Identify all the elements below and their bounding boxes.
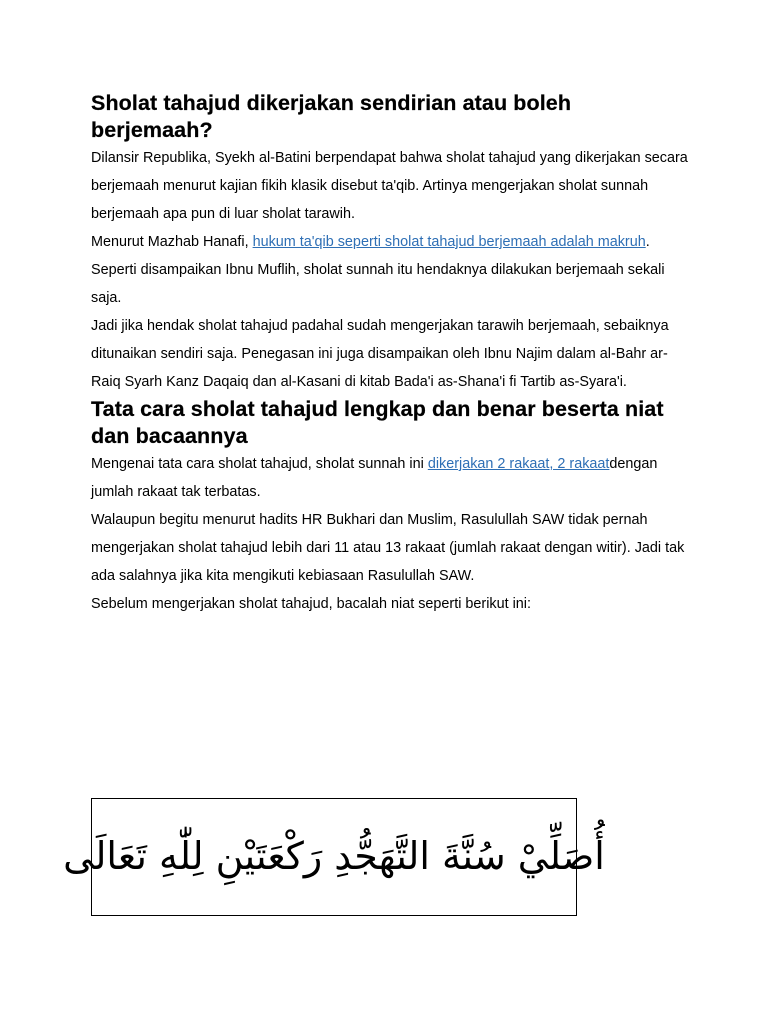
- paragraph-text: Menurut Mazhab Hanafi,: [91, 234, 253, 250]
- paragraph-text: . Seperti disampaikan Ibnu Muflih, sholat sunnah itu hendaknya dilakukan berjemaah sekali saja.: [91, 234, 665, 306]
- paragraph-text: Mengenai tata cara sholat tahajud, sholat sunnah ini: [91, 456, 428, 472]
- article-body: [91, 90, 691, 618]
- section-heading-tata-cara: Tata cara sholat tahajud lengkap dan benar beserta niat dan bacaannya: [91, 397, 664, 448]
- makruh-link[interactable]: hukum ta'qib seperti sholat tahajud berjemaah adalah makruh: [252, 234, 646, 250]
- paragraph-niat-intro: Sebelum mengerjakan sholat tahajud, bacalah niat seperti berikut ini:: [91, 596, 531, 612]
- paragraph-ibnu-najim: Jadi jika hendak sholat tahajud padahal sudah mengerjakan tarawih berjemaah, sebaiknya ditunaikan sendiri saja. Penegasan ini juga disampaikan oleh Ibnu Najim dalam al-Bahr ar-Raiq Syarh Kanz Daqaiq dan al-Kasani di kitab Bada'i as-Shana'i fi Tartib as-Syara'i.: [91, 318, 669, 390]
- arabic-niat-box: [63, 798, 605, 916]
- paragraph-republika: Dilansir Republika, Syekh al-Batini berpendapat bahwa sholat tahajud yang dikerjakan secara berjemaah menurut kajian fikih klasik disebut ta'qib. Artinya mengerjakan sholat sunnah berjemaah apa pun di luar sholat tarawih.: [91, 150, 688, 222]
- section-heading-jemaah: Sholat tahajud dikerjakan sendirian atau boleh berjemaah?: [91, 91, 572, 142]
- paragraph-hadits: Walaupun begitu menurut hadits HR Bukhari dan Muslim, Rasulullah SAW tidak pernah mengerjakan sholat tahajud lebih dari 11 atau 13 rakaat (jumlah rakaat dengan witir). Jadi tak ada salahnya jika kita mengikuti kebiasaan Rasulullah SAW.: [91, 512, 685, 584]
- paragraph-text: dengan jumlah rakaat tak terbatas.: [91, 456, 658, 500]
- arabic-niat-text: أُصَلِّيْ سُنَّةَ التَّهَجُّدِ رَكْعَتَيْنِ لِلّٰهِ تَعَالَى: [63, 834, 605, 879]
- paragraph-tata-cara: [91, 450, 691, 506]
- paragraph-mazhab-hanafi: [91, 228, 691, 312]
- rakaat-link[interactable]: dikerjakan 2 rakaat, 2 rakaat: [427, 456, 610, 472]
